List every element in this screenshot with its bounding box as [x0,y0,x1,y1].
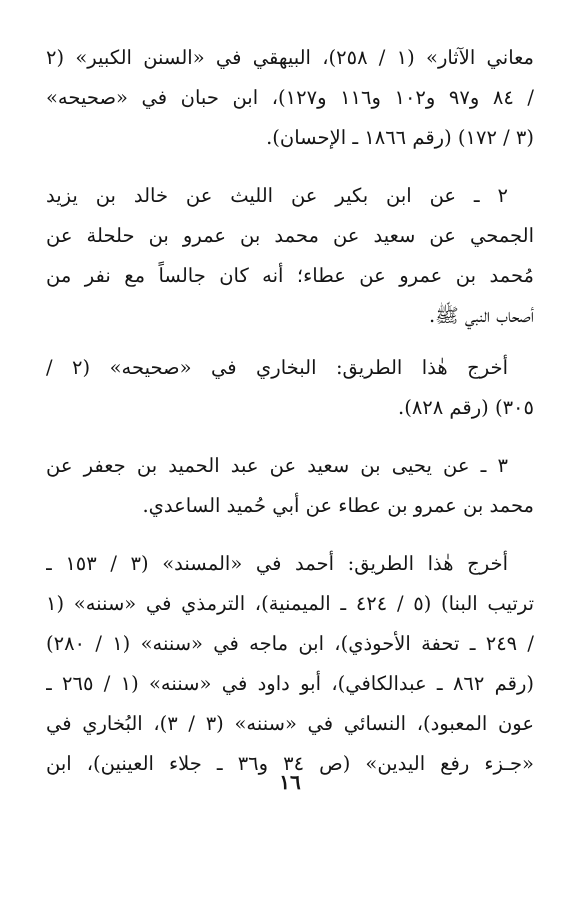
text-line: محمد بن عمرو بن عطاء عن أبي حُميد الساعدي. [142,494,534,517]
text-line: أخرج هٰذا الطريق: البخاري في «صحيحه» (٢ / [46,356,508,379]
text-line: ترتيب البنا) (٥ / ٤٢٤ ـ الميمنية)، الترمذي في «سننه» (١ [46,592,534,615]
page-number: ١٦ [279,770,301,794]
text-line: الجمحي عن سعيد عن محمد بن عمرو بن حلحلة عن [46,224,534,247]
text-line: / ٨٤ و٩٧ و١٠٢ و١١٦ و١٢٧)، ابن حبان في «صحيحه» [46,86,534,109]
text-line: (رقم ٨٦٢ ـ عبدالكافي)، أبو داود في «سننه» (١ / ٢٦٥ ـ [46,672,534,695]
text-line: عون المعبود)، النسائي في «سننه» (٣ / ٣)، البُخاري في [46,712,534,735]
text-line: ٣ ـ عن يحيى بن سعيد عن عبد الحميد بن جعفر عن [46,454,508,477]
paragraph-references-1 [46,38,534,158]
text-line: (٣ / ١٧٢) (رقم ١٨٦٦ ـ الإحسان). [266,126,534,149]
text-line: ٢ ـ عن ابن بكير عن الليث عن خالد بن يزيد [46,184,508,207]
text-line: «جـزء رفع اليدين» (ص ٣٤ و٣٦ ـ جلاء العينين)، ابن [46,752,534,775]
text-line: معاني الآثار» (١ / ٢٥٨)، البيهقي في «السنن الكبير» (٢ [46,46,534,69]
text-line: أخرج هٰذا الطريق: أحمد في «المسند» (٣ / ١٥٣ ـ [46,552,508,575]
text-line: ٣٠٥) (رقم ٨٢٨). [398,396,534,419]
paragraph-references-3 [46,544,534,784]
paragraph-chain-2 [46,176,534,336]
text-line: مُحمد بن عمرو عن عطاء؛ أنه كان جالساً مع نفر من [46,264,534,287]
text-line: أصحاب النبي ﷺ. [428,304,534,327]
paragraph-chain-3 [46,446,534,526]
text-line: / ٢٤٩ ـ تحفة الأحوذي)، ابن ماجه في «سننه» (١ / ٢٨٠) [46,632,534,655]
paragraph-references-2 [46,348,534,428]
